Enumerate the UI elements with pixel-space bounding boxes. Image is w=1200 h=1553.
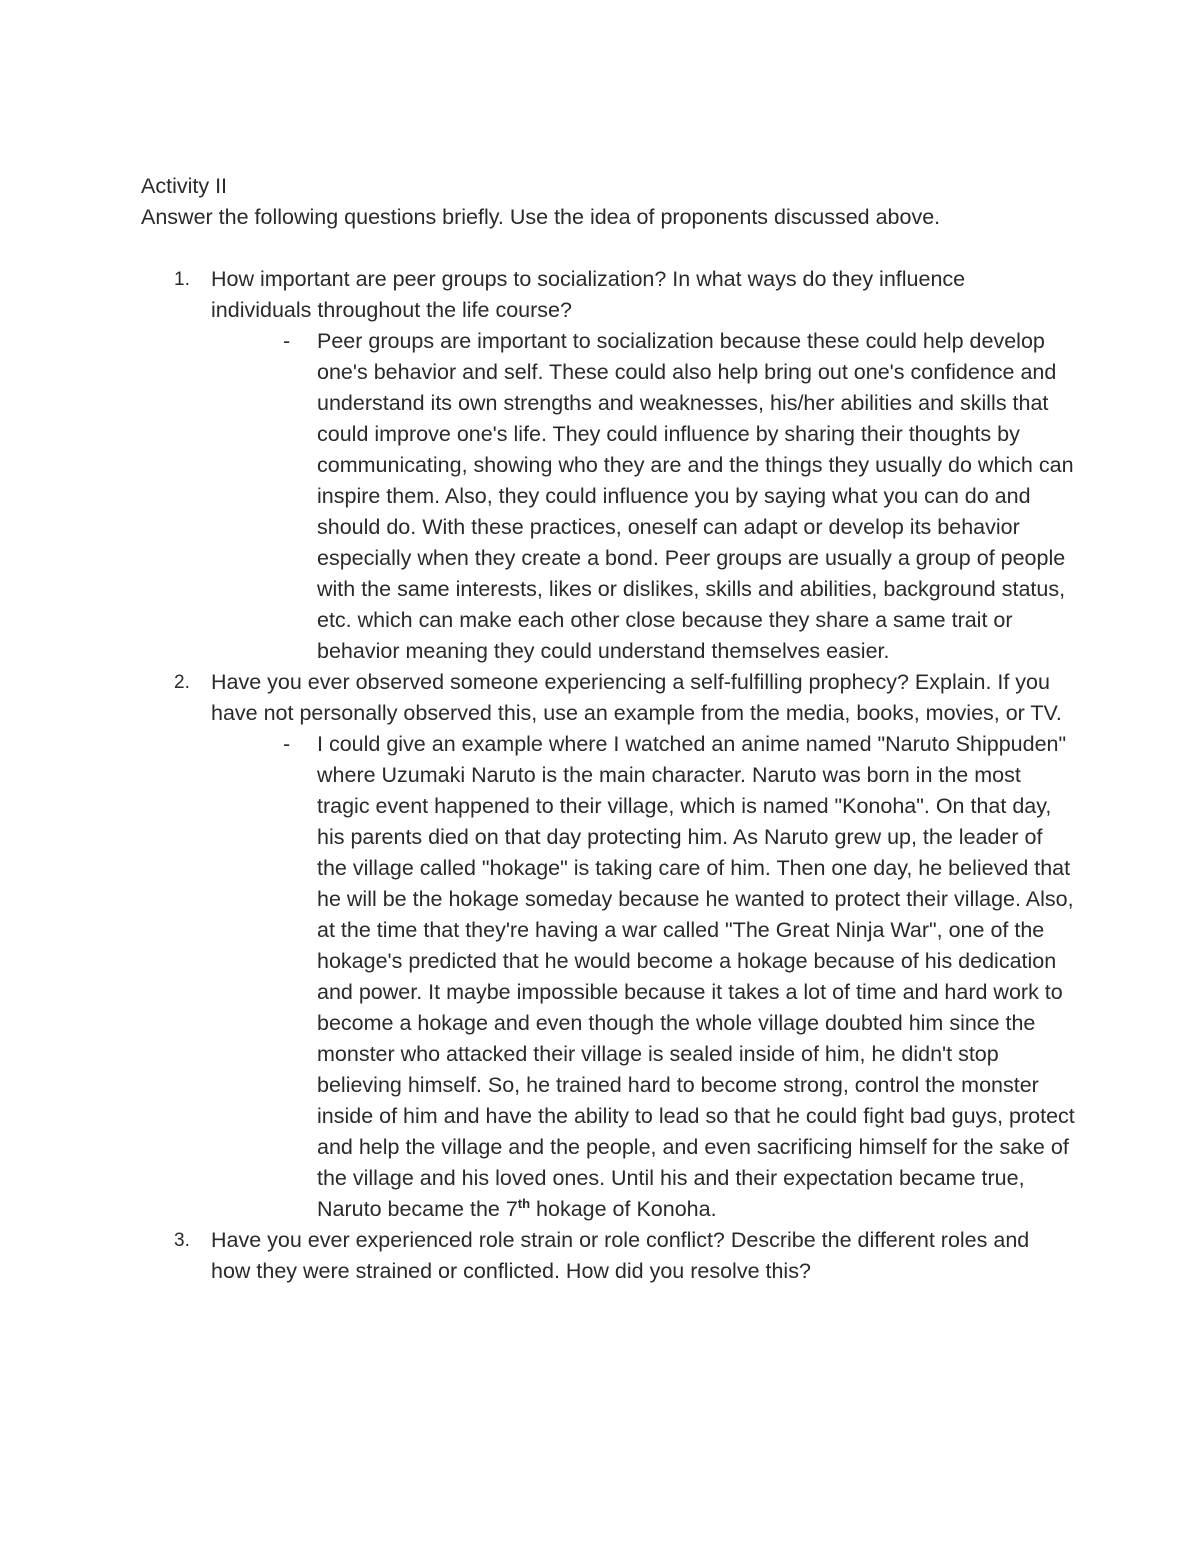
answer-text-tail: hokage of Konoha.	[530, 1197, 717, 1221]
answer-text	[317, 729, 1077, 1225]
answer-item-1	[141, 326, 1074, 667]
question-item-2	[141, 667, 1071, 729]
blank-line	[141, 233, 1071, 264]
answer-dash-marker: -	[283, 732, 291, 756]
question-number: 2.	[174, 672, 190, 693]
activity-title: Activity II	[141, 174, 228, 198]
answer-dash-marker: -	[283, 329, 291, 353]
ordinal-superscript: th	[517, 1195, 531, 1211]
question-number: 1.	[174, 269, 190, 290]
answer-text-main: I could give an example where I watched an anime named "Naruto Shippuden" where Uzumaki Naruto is the main character. Naruto was born in the most tragic event happened to their village, which is named "Konoha". On that day, his parents died on that day protecting him. As Naruto grew up, the leader of the village called "hokage" is taking care of him. Then one day, he believed that he will be the hokage someday because he wanted to protect their village. Also, at the time that they're having a war called "The Great Ninja War", one of the hokage's predicted that he would become a hokage because of his dedication and power. It maybe impossible because it takes a lot of time and hard work to become a hokage and even though the whole village doubted him since the monster who attacked their village is sealed inside of him, he didn't stop believing himself. So, he trained hard to become strong, control the monster inside of him and have the ability to lead so that he could fight bad guys, protect and help the village and the people, and even sacrificing himself for the sake of the village and his loved ones. Until his and their expectation became true, Naruto became the 7	[317, 732, 1075, 1221]
answer-item-2	[141, 729, 1075, 1225]
question-number: 3.	[174, 1230, 190, 1251]
question-text: Have you ever experienced role strain or role conflict? Describe the different roles and how they were strained or conflicted. How did you resolve this?	[211, 1228, 1030, 1283]
question-text: How important are peer groups to socialization? In what ways do they influence individuals throughout the life course?	[211, 267, 966, 322]
activity-instructions: Answer the following questions briefly. Use the idea of proponents discussed above.	[141, 205, 941, 229]
question-item-1	[141, 264, 1071, 326]
question-text: Have you ever observed someone experiencing a self-fulfilling prophecy? Explain. If you have not personally observed this, use an example from the media, books, movies, or TV.	[211, 670, 1062, 725]
question-item-3	[141, 1225, 1071, 1287]
document-body	[141, 171, 1075, 1287]
answer-text: Peer groups are important to socialization because these could help develop one's behavior and self. These could also help bring out one's confidence and understand its own strengths and weaknesses, his/her abilities and skills that could improve one's life. They could influence by sharing their thoughts by communicating, showing who they are and the things they usually do which can inspire them. Also, they could influence you by saying what you can do and should do. With these practices, oneself can adapt or develop its behavior especially when they create a bond. Peer groups are usually a group of people with the same interests, likes or dislikes, skills and abilities, background status, etc. which can make each other close because they share a same trait or behavior meaning they could understand themselves easier.	[317, 329, 1074, 663]
